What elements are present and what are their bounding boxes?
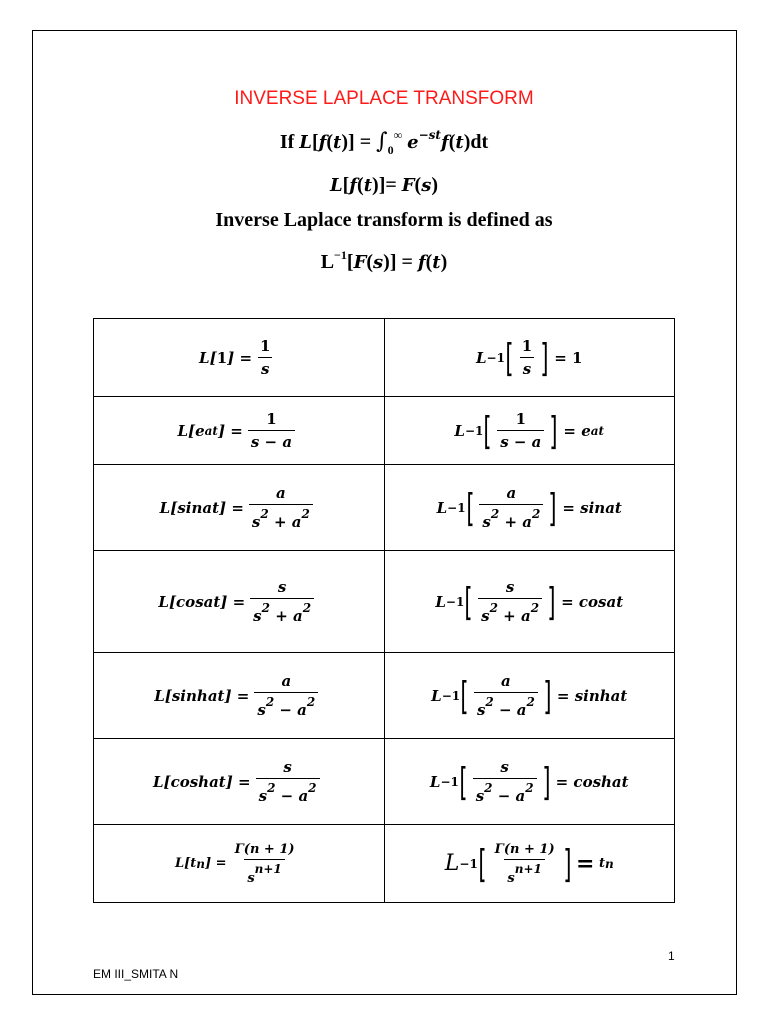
table-row [94,397,675,465]
laplace-notation: L[f(t)]= F(s) [329,174,439,196]
footer-author: EM III_SMITA N [93,967,179,981]
forward-transform-4: L[cosat] = $\frac{s}{s^2 + a^2}$ [94,551,385,653]
inverse-transform-7: L −1 [ $\frac{\Gamma(n + 1)}{sn+1}$ ] = t n [384,825,675,903]
forward-transform-7: L[t n ] = $\frac{\Gamma(n + 1)}{sn+1}$ [94,825,385,903]
forward-transform-3: L[sinat] = $\frac{a}{s^2 + a^2}$ [94,465,385,551]
inverse-notation: $L^{-1}[F(s)] = f(t)$ [320,248,448,273]
table-row [94,825,675,903]
inverse-transform-5: L −1 [ $\frac{a}{s^2 - a^2}$ ] = sinhat [384,653,675,739]
inverse-transform-3: L −1 [ $\frac{a}{s^2 + a^2}$ ] = sinat [384,465,675,551]
inverse-transform-6: L −1 [ $\frac{s}{s^2 - a^2}$ ] = coshat [384,739,675,825]
page-number: 1 [668,949,675,963]
forward-transform-1: L [ 1 ] = $\frac{1}{s}$ [94,319,385,397]
table-row [94,551,675,653]
intro-if: If [279,131,295,153]
forward-transform-2: L[e at ] = $\frac{1}{s - a}$ [94,397,385,465]
inverse-transform-2: L −1 [ $\frac{1}{s - a}$ ] = e at [384,397,675,465]
table-row [94,739,675,825]
forward-transform-6: L[coshat] = $\frac{s}{s^2 - a^2}$ [94,739,385,825]
document-title: INVERSE LAPLACE TRANSFORM [234,88,534,109]
forward-transform-5: L[sinhat] = $\frac{a}{s^2 - a^2}$ [94,653,385,739]
table-row [94,653,675,739]
inverse-transform-4: L −1 [ $\frac{s}{s^2 + a^2}$ ] = cosat [384,551,675,653]
table-row [94,319,675,397]
inverse-definition-text: Inverse Laplace transform is defined as [215,209,553,231]
transform-table [93,318,675,903]
inverse-transform-1: L −1 [ $\frac{1}{s}$ ] = 1 [384,319,675,397]
table-row [94,465,675,551]
laplace-definition: If $L[f(t)] = \int_0^\infty$ $e^{-st}f(t)dt$ [279,128,489,157]
